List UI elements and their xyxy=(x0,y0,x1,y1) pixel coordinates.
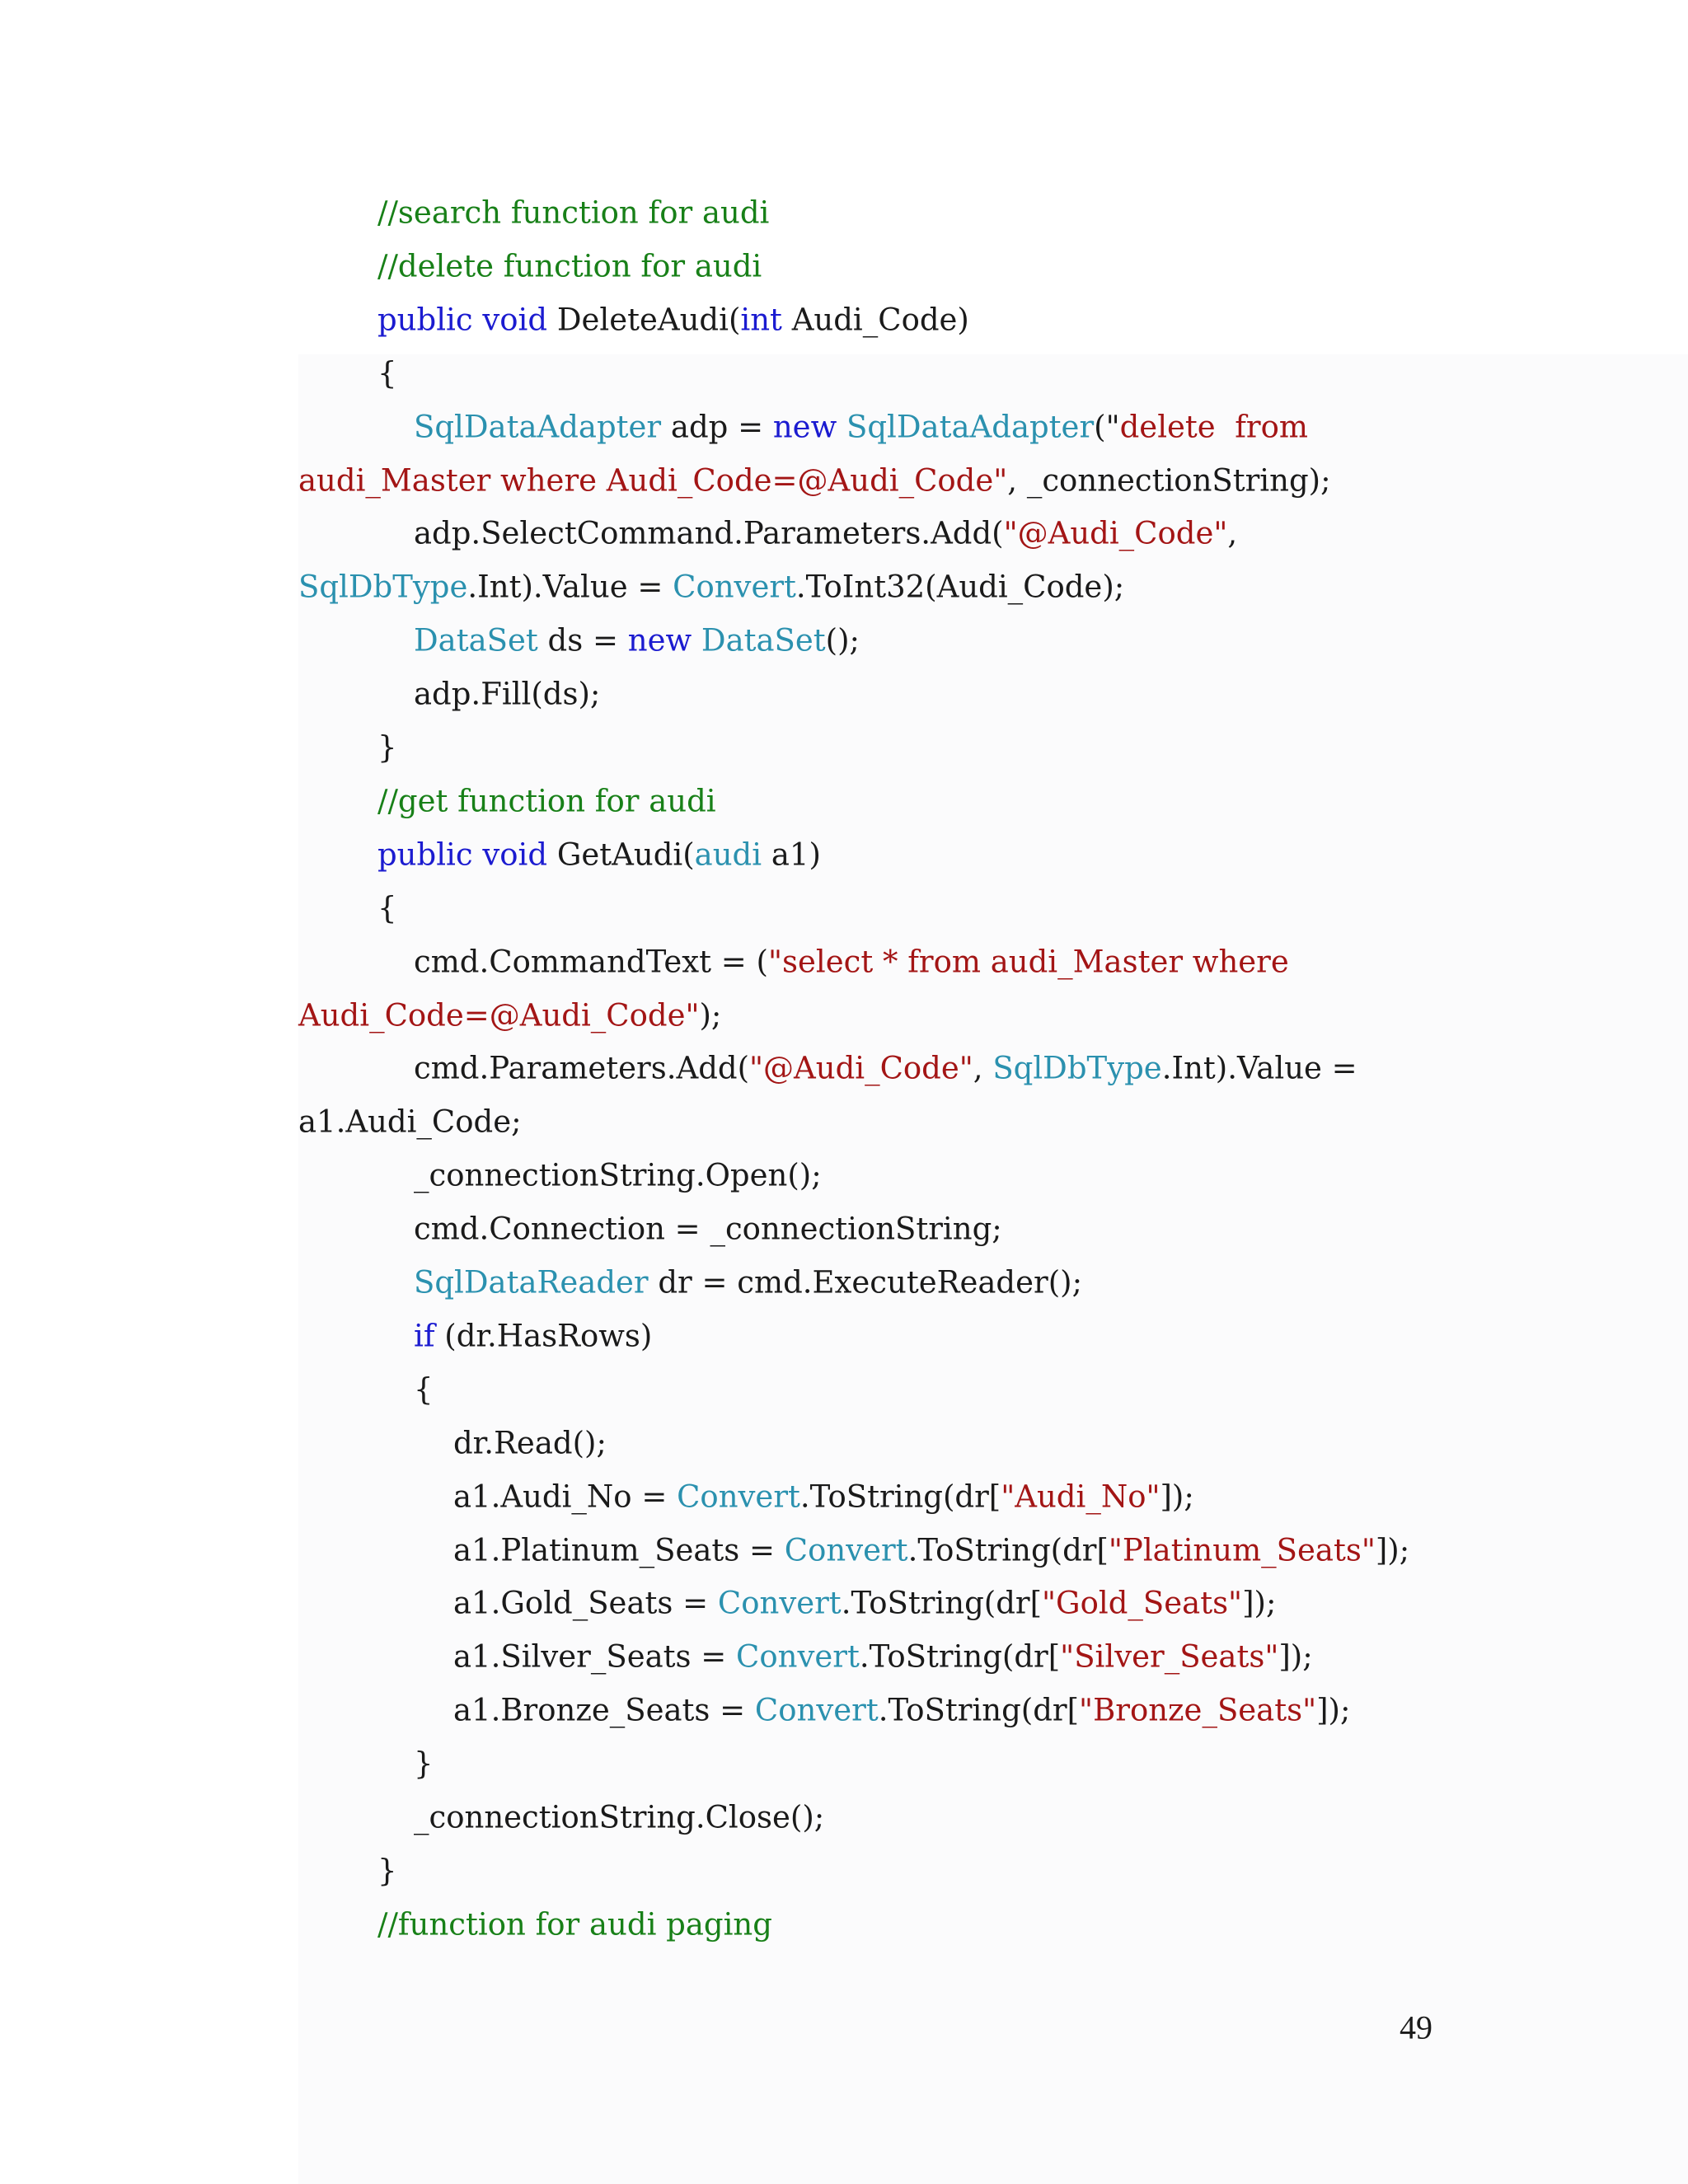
code-token-plain xyxy=(837,409,846,444)
code-token-plain: .Int).Value = xyxy=(467,569,673,605)
code-token-plain: .ToString(dr[ xyxy=(859,1638,1061,1675)
code-line xyxy=(377,355,397,391)
code-token-plain: .ToString(dr[ xyxy=(799,1479,1001,1515)
code-line xyxy=(414,676,601,712)
code-line xyxy=(453,1692,1351,1728)
code-token-plain: (dr.HasRows) xyxy=(434,1318,653,1354)
code-line xyxy=(377,302,969,338)
code-token-type: Convert xyxy=(677,1479,800,1515)
code-line xyxy=(414,1157,822,1193)
code-token-plain: _connectionString.Open(); xyxy=(414,1157,822,1193)
code-line xyxy=(298,997,722,1033)
code-line xyxy=(453,1479,1194,1515)
code-token-string: "Bronze_Seats" xyxy=(1079,1692,1317,1728)
code-token-plain: a1.Audi_Code; xyxy=(298,1104,522,1140)
code-line xyxy=(377,729,397,766)
code-token-type: SqlDbType xyxy=(992,1050,1162,1086)
code-token-type: SqlDataReader xyxy=(414,1264,649,1301)
code-token-type: DataSet xyxy=(701,622,826,658)
code-token-plain: .ToString(dr[ xyxy=(907,1532,1109,1568)
code-token-plain: .ToString(dr[ xyxy=(841,1585,1043,1621)
code-token-plain: , _connectionString); xyxy=(1007,462,1331,498)
code-token-plain: a1.Gold_Seats = xyxy=(453,1585,718,1621)
code-token-plain: .ToInt32(Audi_Code); xyxy=(795,569,1125,605)
code-token-plain: cmd.CommandText = ( xyxy=(414,944,768,980)
code-line xyxy=(377,1853,397,1889)
code-token-plain xyxy=(473,837,483,872)
code-token-plain: ]); xyxy=(1242,1585,1277,1621)
code-token-type: SqlDataAdapter xyxy=(414,409,662,445)
page-number: 49 xyxy=(1400,2008,1432,2046)
code-line xyxy=(377,783,716,819)
code-line xyxy=(377,890,397,926)
code-token-string: delete from xyxy=(1119,409,1308,445)
code-line xyxy=(414,1211,1002,1247)
code-token-plain: cmd.Parameters.Add( xyxy=(414,1050,749,1086)
code-token-plain: ); xyxy=(699,997,722,1033)
code-token-type: SqlDataAdapter xyxy=(846,409,1095,445)
code-token-keyword: new xyxy=(627,622,692,658)
code-token-plain: a1) xyxy=(762,837,821,873)
code-token-plain: ]); xyxy=(1160,1479,1194,1515)
code-token-plain: ]); xyxy=(1375,1532,1410,1568)
code-line xyxy=(414,944,1289,980)
code-token-plain: a1.Silver_Seats = xyxy=(453,1638,737,1675)
code-token-keyword: public xyxy=(377,837,473,873)
code-token-plain: { xyxy=(377,890,397,926)
code-token-keyword: void xyxy=(482,302,548,338)
code-token-keyword: public xyxy=(377,302,473,338)
code-token-plain: } xyxy=(377,1853,397,1889)
code-token-type: Convert xyxy=(673,569,796,605)
code-line xyxy=(414,515,1238,551)
code-token-plain: } xyxy=(414,1746,434,1782)
code-token-plain: ]); xyxy=(1316,1692,1351,1728)
code-token-type: Convert xyxy=(784,1532,908,1568)
code-line xyxy=(377,194,770,231)
code-line xyxy=(377,837,821,873)
code-token-plain: a1.Audi_No = xyxy=(453,1479,678,1515)
code-token-string: "Silver_Seats" xyxy=(1060,1638,1279,1675)
code-token-string: "Gold_Seats" xyxy=(1042,1585,1243,1621)
code-token-keyword: int xyxy=(740,302,782,338)
code-token-type: Convert xyxy=(754,1692,879,1728)
code-line xyxy=(377,248,762,284)
code-token-string: "Audi_No" xyxy=(1001,1479,1160,1515)
code-token-type: SqlDbType xyxy=(298,569,468,605)
code-token-plain: (); xyxy=(825,622,860,658)
code-token-plain xyxy=(692,623,701,658)
code-token-plain: GetAudi( xyxy=(547,837,695,873)
code-token-plain: { xyxy=(414,1371,434,1408)
code-token-plain: dr = cmd.ExecuteReader(); xyxy=(648,1264,1083,1301)
code-line xyxy=(453,1425,607,1461)
code-line xyxy=(414,1318,653,1354)
code-token-plain: .ToString(dr[ xyxy=(878,1692,1080,1728)
code-token-plain: , xyxy=(973,1050,993,1086)
code-line xyxy=(453,1585,1277,1621)
code-token-type: DataSet xyxy=(414,622,538,658)
code-line xyxy=(298,569,1125,605)
code-token-string: Audi_Code=@Audi_Code" xyxy=(298,997,700,1033)
code-token-keyword: void xyxy=(482,837,548,873)
code-token-plain xyxy=(473,302,483,337)
code-token-plain: _connectionString.Close(); xyxy=(414,1799,825,1835)
code-token-plain: dr.Read(); xyxy=(453,1425,607,1461)
code-token-plain: { xyxy=(377,355,397,391)
code-token-plain: } xyxy=(377,729,397,766)
code-token-string: audi_Master where Audi_Code=@Audi_Code" xyxy=(298,462,1008,498)
code-token-type: Convert xyxy=(736,1638,860,1675)
code-token-plain: DeleteAudi( xyxy=(547,302,741,338)
code-token-comment: //delete function for audi xyxy=(377,248,762,284)
code-token-comment: //search function for audi xyxy=(377,194,770,231)
code-line xyxy=(414,1371,434,1408)
code-token-plain: ds = xyxy=(537,622,628,658)
code-line xyxy=(414,1799,825,1835)
code-token-string: "@Audi_Code" xyxy=(749,1050,973,1086)
code-token-string: "select * from audi_Master where xyxy=(767,944,1289,980)
code-token-comment: //get function for audi xyxy=(377,783,716,819)
code-token-type: Convert xyxy=(717,1585,842,1621)
code-token-plain: adp.SelectCommand.Parameters.Add( xyxy=(414,515,1004,551)
code-token-string: "Platinum_Seats" xyxy=(1108,1532,1376,1568)
code-line xyxy=(414,1746,434,1782)
code-line xyxy=(414,1264,1083,1301)
code-line xyxy=(414,409,1308,445)
code-line xyxy=(298,462,1331,498)
code-token-plain: cmd.Connection = _connectionString; xyxy=(414,1211,1002,1247)
code-token-plain: a1.Platinum_Seats = xyxy=(453,1532,785,1568)
code-line xyxy=(377,1906,772,1943)
code-token-comment: //function for audi paging xyxy=(377,1906,772,1943)
code-token-plain: adp.Fill(ds); xyxy=(414,676,601,712)
code-token-plain: (" xyxy=(1094,409,1120,445)
code-token-keyword: new xyxy=(772,409,837,445)
code-token-keyword: if xyxy=(414,1318,435,1354)
code-token-plain: a1.Bronze_Seats = xyxy=(453,1692,755,1728)
code-token-type: audi xyxy=(694,837,762,873)
code-token-plain: , xyxy=(1227,515,1238,551)
code-line xyxy=(453,1532,1410,1568)
code-token-plain: .Int).Value = xyxy=(1161,1050,1357,1086)
code-line xyxy=(414,622,860,658)
code-line xyxy=(414,1050,1357,1086)
code-token-plain: Audi_Code) xyxy=(781,302,969,338)
code-line xyxy=(453,1638,1313,1675)
code-token-plain: adp = xyxy=(661,409,773,445)
code-token-string: "@Audi_Code" xyxy=(1003,515,1228,551)
code-line xyxy=(298,1104,522,1140)
code-token-plain: ]); xyxy=(1278,1638,1313,1675)
